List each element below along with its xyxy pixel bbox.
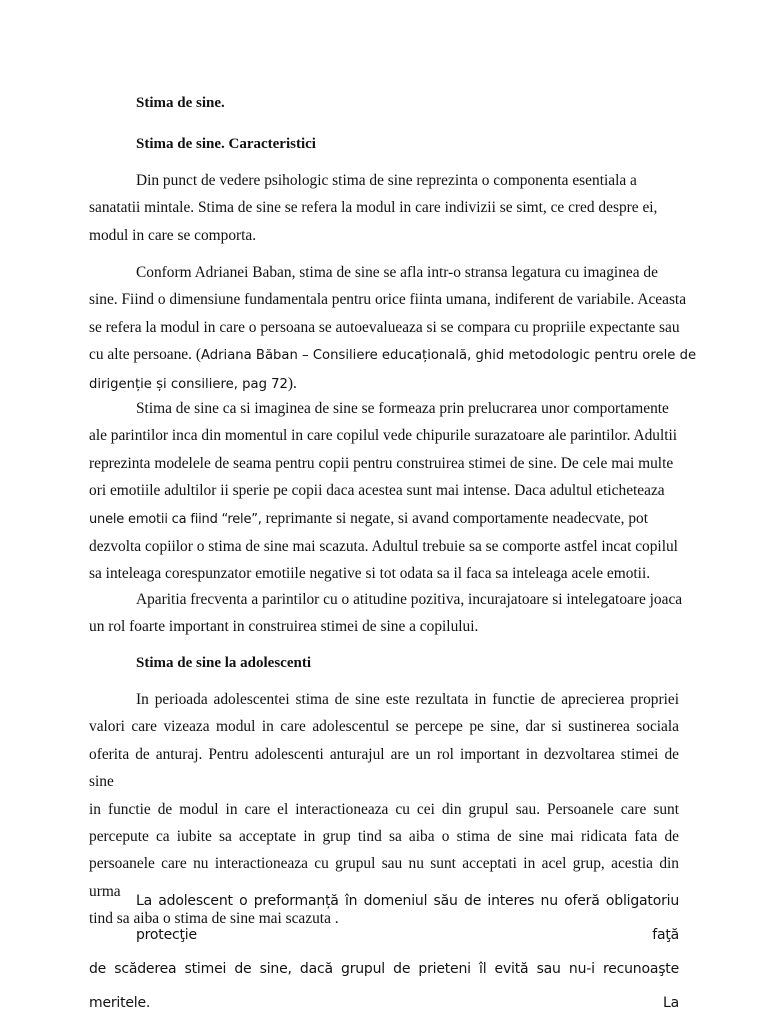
paragraph-line: reprezinta modelele de seama pentru copii pentru construirea stimei de sine. De cele mai multe: [89, 454, 674, 472]
paragraph-line: un rol foarte important in construirea stimei de sine a copilului.: [89, 618, 479, 636]
paragraph-line: sanatatii mintale. Stima de sine se refera la modul in care indivizii se simt, ce cred despre ei,: [89, 199, 658, 217]
paragraph-line-citation: [89, 341, 697, 369]
paragraph-line-citation: [89, 370, 679, 398]
paragraph-parents: [89, 395, 679, 588]
paragraph-line: modul in care se comporta.: [89, 226, 257, 244]
paragraph-line: se refera la modul in care o persoana se autoevalueaza si se compara cu propriile expectante sau: [89, 318, 680, 336]
paragraph-line: ale parintilor inca din momentul in care copilul vede chipurile surazatoare ale parintilor. Adultii: [89, 427, 678, 445]
paragraph-line: persoanele care nu interactioneaza cu grupul sau nu sunt acceptati in acel grup, acestia din urma: [89, 855, 679, 900]
document-title: Stima de sine.: [136, 95, 225, 111]
paragraph-line: In perioada adolescentei stima de sine este rezultata in functie de aprecierea propriei: [136, 691, 679, 708]
paragraph-line: sine. Fiind o dimensiune fundamentala pentru orice fiinta umana, indiferent de variabile. Aceasta: [89, 291, 687, 309]
citation-prefix: cu alte persoane. (: [89, 346, 201, 364]
citation-suffix: ).: [287, 374, 297, 392]
paragraph-line: in functie de modul in care el interactioneaza cu cei din grupul sau. Persoanele care sunt: [89, 800, 679, 818]
paragraph-line: Conform Adrianei Baban, stima de sine se afla intr-o stransa legatura cu imaginea de: [136, 264, 658, 281]
paragraph-line: tind sa aiba o stima de sine mai scazuta .: [89, 910, 339, 928]
paragraph-line: valori care vizeaza modul in care adolescentul se percepe pe sine, dar si sustinerea sociala: [89, 718, 679, 736]
citation-text: dirigenție și consiliere, pag 72: [89, 376, 288, 392]
paragraph-attitude: [89, 586, 683, 641]
paragraph-baban: [89, 259, 697, 398]
paragraph-performance: [89, 884, 679, 1020]
emotion-phrase: unele emotii ca fiind “rele”,: [89, 511, 262, 527]
paragraph-line: dezvolta copiilor o stima de sine mai scazuta. Adultul trebuie sa se comporte astfel incat copilul: [89, 538, 678, 556]
emotion-phrase-rest: reprimante si negate, si avand comportamente neadecvate, pot: [261, 509, 649, 527]
paragraph-line: Stima de sine ca si imaginea de sine se formeaza prin prelucrarea unor comportamente: [136, 400, 669, 417]
paragraph-line: [89, 505, 679, 533]
paragraph-line: Aparitia frecventa a parintilor cu o atitudine pozitiva, incurajatoare si intelegatoare joaca: [136, 591, 683, 608]
paragraph-definition: [89, 167, 679, 249]
paragraph-line: Din punct de vedere psihologic stima de sine reprezinta o componenta esentiala a: [136, 172, 637, 189]
paragraph-line: percepute ca iubite sa acceptate in grup tind sa aiba o stima de sine mai ridicata fata de: [89, 828, 679, 846]
citation-text: Adriana Băban – Consiliere educațională, ghid metodologic pentru orele de: [200, 348, 697, 364]
section-heading-caracteristici: Stima de sine. Caracteristici: [136, 136, 316, 152]
paragraph-line: oferita de anturaj. Pentru adolescenti anturajul are un rol important in dezvoltarea stimei de sine: [89, 745, 679, 791]
paragraph-line: sa inteleaga corespunzator emotiile negative si tot odata sa il faca sa inteleaga acele emotii.: [89, 565, 651, 583]
section-heading-adolescenti: Stima de sine la adolescenti: [136, 655, 311, 671]
paragraph-line: ori emotiile adultilor ii sperie pe copii daca acestea sunt mai intense. Daca adultul eticheteaza: [89, 482, 665, 500]
paragraph-line: La adolescent o preformanță în domeniul său de interes nu oferă obligatoriu protecţie faţă: [136, 893, 679, 943]
paragraph-line: de scăderea stimei de sine, dacă grupul de prieteni îl evită sau nu-i recunoaşte meritele. La: [89, 961, 679, 1011]
